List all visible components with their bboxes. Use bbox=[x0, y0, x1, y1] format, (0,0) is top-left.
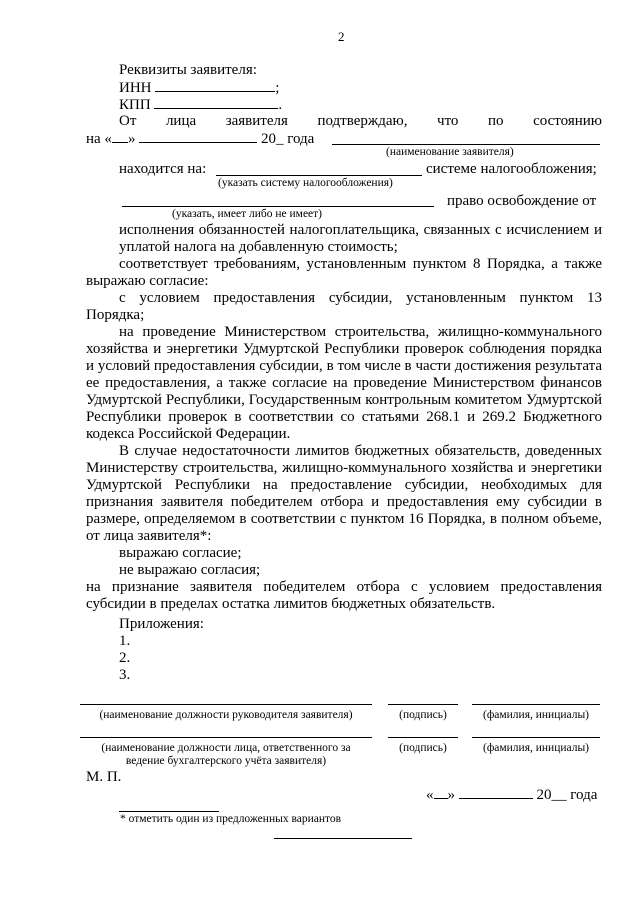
page-number: 2 bbox=[338, 29, 345, 44]
kpp-end: . bbox=[278, 97, 283, 113]
inn-row bbox=[119, 79, 279, 97]
head-signature-hint: (подпись) bbox=[399, 709, 447, 721]
sign-month-blank[interactable] bbox=[459, 786, 533, 799]
head-position-hint: (наименование должности руководителя заявителя) bbox=[99, 709, 353, 721]
accountant-name-line[interactable] bbox=[472, 737, 600, 738]
exemption-cont-text: исполнения обязанностей налогоплательщика, связанных с исчислением и уплатой налога на добавленную стоимость; bbox=[119, 222, 602, 255]
date-close-quote: » bbox=[447, 787, 455, 803]
word: лица bbox=[165, 113, 197, 129]
paragraph-requirements bbox=[86, 256, 602, 290]
head-name-hint: (фамилия, инициалы) bbox=[482, 709, 590, 721]
hint-has-or-not: (указать, имеет либо не имеет) bbox=[172, 208, 323, 220]
located-end: системе налогообложения; bbox=[426, 161, 597, 177]
paragraph-insufficient bbox=[86, 443, 602, 545]
accountant-position-hint-2: ведение бухгалтерского учёта заявителя) bbox=[125, 755, 327, 767]
attachment-item-2: 2. bbox=[119, 650, 131, 666]
kpp-row bbox=[119, 96, 282, 114]
statement-line-2 bbox=[86, 130, 314, 148]
paragraph-checks bbox=[86, 324, 602, 443]
seal-label: М. П. bbox=[86, 769, 122, 785]
word: что bbox=[437, 113, 459, 129]
exemption-text-value: право освобождение от bbox=[447, 193, 597, 209]
applicant-name-line[interactable] bbox=[332, 144, 600, 145]
tax-system-line[interactable] bbox=[216, 175, 422, 176]
head-signature-line[interactable] bbox=[388, 704, 458, 705]
option-disagree: не выражаю согласия; bbox=[119, 562, 261, 578]
sign-date bbox=[426, 786, 597, 804]
exemption-cont bbox=[119, 222, 602, 256]
accountant-name-hint: (фамилия, инициалы) bbox=[482, 742, 590, 754]
statement-line-1 bbox=[119, 113, 602, 130]
checks-text: на проведение Министерством строительства, жилищно-коммунального хозяйства и энергетики Удмуртской Республики проверок соблюдения порядка и условий предоставления субсидии, в том числе в части достижения результата ее предоставления, а также согласие на проведение Министерством финансов Удмуртской Республики, Государственным контрольным комитетом Удмуртской Республики проверок в соответствии со статьями 268.1 и 269.2 Бюджетного кодекса Российской Федерации. bbox=[86, 324, 602, 442]
word: состоянию bbox=[533, 113, 602, 129]
footnote: * отметить один из предложенных вариантов bbox=[120, 813, 342, 825]
sign-day-blank[interactable] bbox=[434, 786, 448, 799]
accountant-position-hint-1: (наименование должности лица, ответственного за bbox=[101, 742, 351, 754]
year-label: 20_ года bbox=[260, 131, 315, 147]
day-blank[interactable] bbox=[112, 130, 128, 143]
date-open-quote: на « bbox=[86, 131, 112, 147]
word: заявителя bbox=[225, 113, 288, 129]
recognition-text: на признание заявителя победителем отбора с условием предоставления субсидии в пределах остатка лимитов бюджетных обязательств. bbox=[86, 579, 602, 612]
accountant-signature-hint: (подпись) bbox=[399, 742, 447, 754]
requisites-title: Реквизиты заявителя: bbox=[119, 62, 257, 78]
word: по bbox=[487, 113, 504, 129]
inn-label: ИНН bbox=[119, 80, 152, 96]
accountant-position-line[interactable] bbox=[80, 737, 372, 738]
requirements-text: соответствует требованиям, установленным пунктом 8 Порядка, а также выражаю согласие: bbox=[86, 256, 602, 289]
inn-blank[interactable] bbox=[155, 79, 275, 92]
paragraph-condition bbox=[86, 290, 602, 324]
footnote-separator bbox=[119, 811, 219, 812]
date-open-quote: « bbox=[426, 787, 434, 803]
condition-text: с условием предоставления субсидии, установленным пунктом 13 Порядка; bbox=[86, 290, 602, 323]
exemption-line[interactable] bbox=[122, 206, 434, 207]
attachment-item-3: 3. bbox=[119, 667, 131, 683]
word: От bbox=[119, 113, 137, 129]
attachments-title: Приложения: bbox=[119, 616, 204, 632]
hint-applicant-name: (наименование заявителя) bbox=[386, 146, 514, 158]
inn-end: ; bbox=[275, 80, 280, 96]
month-blank[interactable] bbox=[139, 130, 257, 143]
accountant-signature-line[interactable] bbox=[388, 737, 458, 738]
attachment-item-1: 1. bbox=[119, 633, 131, 649]
paragraph-recognition bbox=[86, 579, 602, 613]
head-name-line[interactable] bbox=[472, 704, 600, 705]
sign-year: 20__ года bbox=[536, 787, 598, 803]
word: подтверждаю, bbox=[317, 113, 408, 129]
hint-tax-system: (указать систему налогообложения) bbox=[218, 177, 393, 189]
exemption-text bbox=[447, 193, 601, 210]
closing-line bbox=[274, 838, 412, 839]
date-close-quote: » bbox=[127, 131, 136, 147]
kpp-blank[interactable] bbox=[154, 96, 278, 109]
insufficient-text: В случае недостаточности лимитов бюджетных обязательств, доведенных Министерству строительства, жилищно-коммунального хозяйства и энергетики Удмуртской Республики на предоставление субсидии, необходимых для признания заявителя победителем отбора и предоставления ему субсидии в размере, определяемом в соответствии с пунктом 16 Порядка, в полном объеме, от лица заявителя*: bbox=[86, 443, 602, 544]
located-label: находится на: bbox=[119, 161, 207, 177]
head-position-line[interactable] bbox=[80, 704, 372, 705]
kpp-label: КПП bbox=[119, 97, 151, 113]
option-agree: выражаю согласие; bbox=[119, 545, 242, 561]
